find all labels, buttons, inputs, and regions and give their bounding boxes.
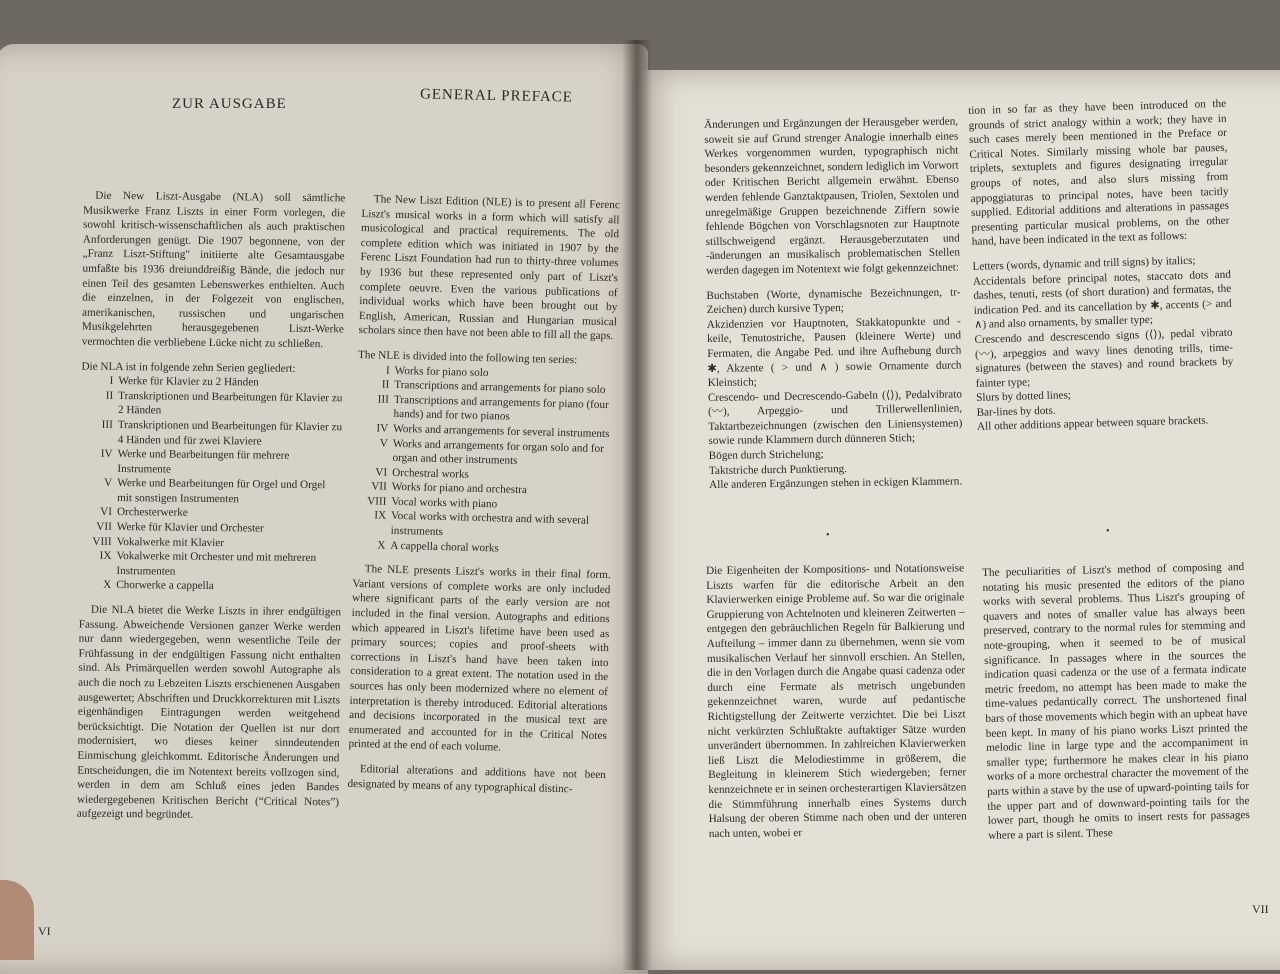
series-number: VIII [367,495,387,508]
de-series-list [79,374,343,596]
series-number: VI [100,506,113,519]
series-title: Vocal works with piano [391,495,498,511]
separator-dot-right: • [1106,526,1110,537]
notation-rule-item: Taktstriche durch Punktierung. [708,462,848,477]
de-series-intro: Die NLA ist in folgende zehn Serien gegliedert: [81,360,296,375]
series-number: IV [100,447,113,461]
en-series-list [353,362,616,558]
series-number: III [101,418,113,431]
series-title: Werke für Klavier zu 2 Händen [118,375,259,389]
right-english-top-column [968,97,1235,445]
series-title: Transkriptionen und Bearbeitungen für Klavier zu 2 Händen [117,389,343,417]
series-title: Orchestral works [392,466,470,481]
series-number: III [377,393,390,406]
notation-rule-item: Bar-lines by dots. [976,404,1056,419]
page-number-left: VI [38,924,51,938]
series-title: Werke für Klavier und Orchester [116,521,264,535]
en-marks-list [972,253,1235,435]
notation-rule-item: All other additions appear between square brackets. [976,414,1209,434]
de-marks-list [706,285,963,493]
series-title: Vokalwerke mit Klavier [116,535,225,549]
de-final-paragraph: Die NLA bietet die Werke Liszts in ihrer endgültigen Fassung. Abweichende Versionen ganzer Werke werden nur dann wiedergegeben, wenn wesentliche Teile der Frühfassung in der endgültigen Fassung nicht enthalten sind. Als Primärquellen werden sowohl Autographe als auch die noch zu Lebzeiten Liszts erschienenen Ausgaben ausgewertet; Abschriften und Druckkorrekturen mit Liszts eigenhändigen Eintragungen werden weitgehend berücksichtigt. Die Notation der Quellen ist nur dort modernisiert, wo dieses keiner sinndeutenden Einmischung gleichkommt. Editorische Änderungen und Entscheidungen, die im Notentext bereits vollzogen sind, werden in dem am Schluß eines jeden Bandes wiedergegebenen Kritischen Bericht (“Critical Notes”) aufgezeigt und begründet. [76,603,342,822]
left-german-column [77,189,346,835]
de-intro-paragraph: Die New Liszt-Ausgabe (NLA) soll sämtliche Musikwerke Franz Liszts in einer Form vorlegen, die sowohl kritisch-wissenschaftlichen als auch praktischen Anforderungen genügt. Die 1907 begonnene, von der „Franz Liszt-Stiftung" initiierte alte Gesamtausgabe umfaßte bis 1936 dreiunddreißig Bände, die jedoch nur einen Teil des gesamten Lebenswerkes enthielten. Auch die einzelnen, in der Folgezeit von englischen, amerikanischen, russischen und ungarischen Musikgelehrten herausgegebenen Liszt-Werke vermochten die verbliebene Lücke nicht zu schließen. [81,189,346,351]
left-english-column [347,192,620,807]
notation-rule-item: Accidentals before principal notes, staccato dots and dashes, tenuti, rests (of short duration) and fermatas, the indication Ped. and its cancellation by ✱, accents (> and ∧) and also ornaments, by smaller type; [972,268,1232,332]
book-gutter [622,40,652,970]
series-item [80,476,342,508]
series-title: Werke und Bearbeitungen für mehrere Instrumente [117,448,290,476]
series-item [81,388,343,420]
page-number-right: VII [1252,902,1269,916]
series-item [79,578,341,595]
notation-rule-item: Alle anderen Ergänzungen stehen in eckigen Klammern. [709,475,963,492]
en-final-paragraph: The NLE presents Liszt's works in their final form. Variant versions of complete works are only included where significant parts of the early version are not included in the final version. Autographs and editions which appeared in Liszt's lifetime have been used as primary sources; copies and proof-sheets with corrections in Liszt's hand have been taken into consideration to a great extent. The notation used in the sources has only been modernized where no element of interpretation is thereby introduced. Editorial alterations and decisions incorporated in the musical text are enumerated and accounted for in the Critical Notes printed at the end of each volume. [348,563,611,754]
series-title: Transcriptions and arrangements for piano (four hands) and for two pianos [393,393,609,423]
series-title: Chorwerke a cappella [116,579,214,593]
series-number: II [105,389,114,402]
series-number: VI [375,466,388,479]
series-title: Works and arrangements for organ solo and for organ and other instruments [392,437,605,467]
series-number: X [103,579,112,592]
series-number: V [379,437,389,450]
separator-dot-left: • [826,530,830,541]
notation-rule-item: Bögen durch Strichelung; [708,448,824,463]
series-number: IX [374,509,387,523]
series-number: VIII [92,535,112,548]
series-item [79,549,341,581]
series-title: Werke und Bearbeitungen für Orgel und Orgel mit sonstigen Instrumenten [117,477,326,506]
series-title: Orchesterwerke [116,506,188,520]
en-intro-paragraph: The New Liszt Edition (NLE) is to present all Ferenc Liszt's musical works in a form which will satisfy all musicological and practical requirements. The old complete edition which was initiated in 1907 by the Ferenc Liszt Foundation had run to thirty-three volumes by 1936 but these represented only part of Liszt's complete oeuvre. Even the various publications of individual works which have been brought out by English, American, Russian and Hungarian musical scholars since then have not been able to fill all the gaps. [358,193,620,343]
series-number: I [109,375,114,388]
notation-rule-item: Akzidenzien vor Hauptnoten, Stakkatopunkte und -keile, Tenutostriche, Pausen (kleinere Werte) und Fermaten, die Angabe Ped. und ihre Aufhebung durch ✱, Akzente ( > und ∧ ) sowie Ornamente durch Kleinstich; [706,315,962,390]
en-series-intro: The NLE is divided into the following ten series: [357,348,578,367]
notation-rule-item: Crescendo and descrescendo signs (⟨⟩), pedal vibrato (〰), arpeggios and wavy lines denoting trills, time-signatures (between the staves) and round brackets by fainter type; [974,326,1234,390]
series-number: VII [96,520,112,534]
de-additions-paragraph: Änderungen und Ergänzungen der Herausgeber werden, soweit sie auf Grund strenger Analogie innerhalb eines Werkes vorgenommen wurden, typographisch nicht besonders gekennzeichnet, sondern lediglich im Vorwort oder Kritischen Bericht allgemein erwähnt. Ebenso werden fehlende Ganztaktpausen, Triolen, Sextolen und unregelmäßige Gruppen bezeichnende Ziffern sowie fehlende Bögchen von Vorschlagsnoten zur Hauptnote stillschweigend ergänzt. Herausgeberzutaten und -änderungen an musikalisch problematischen Stellen werden dagegen im Notentext wie folgt gekennzeichnet: [704,115,960,277]
series-title: A cappella choral works [390,539,499,555]
series-title: Works and arrangements for several instruments [393,422,610,441]
heading-zur-ausgabe: ZUR AUSGABE [172,96,287,112]
series-title: Vocal works with orchestra and with several instruments [390,510,590,539]
de-peculiarities-paragraph: Die Eigenheiten der Kompositions- und Notationsweise Liszts warfen für die editorische Arbeit an den Klavierwerken einige Probleme auf. So war die originale Gruppierung von Achtelnoten und kleineren Zeitwerten – entgegen den gebräuchlichen Regeln für Balkierung und Aufteilung – immer dann zu übernehmen, wenn sie vom musikalischen Verlauf her sinnvoll erschien. An Stellen, die in den Vorlagen durch die Angabe quasi cadenza oder durch eine Fermate als metrisch ungebunden gekennzeichnet waren, wurde auf pedantische Richtigstellung der Zeitwerte verzichtet. Die bei Liszt nicht verkürzten Schlußtakte auftaktiger Sätze wurden unverändert übernommen. In zahlreichen Klavierwerken ließ Liszt die Melodiestimme in größerem, die Begleitung in kleinerem Stich wiedergeben; ferner kennzeichnete er in seinen orchesterartigen Klaviersätzen die Stimmführung innerhalb eines Systems durch Halsung der oberen Stimme nach oben und der unteren nach unten, wobei er [706,562,967,840]
series-title: Works for piano and orchestra [391,481,528,497]
series-number: X [377,539,386,552]
series-title: Transcriptions and arrangements for piano solo [394,378,606,397]
series-number: IX [99,550,112,563]
heading-general-preface: GENERAL PREFACE [419,86,574,106]
notation-rule-item: Slurs by dotted lines; [976,389,1072,405]
notation-rule-item: Buchstaben (Worte, dynamische Bezeichnungen, tr-Zeichen) durch kursive Typen; [706,285,961,317]
series-number: I [385,364,390,377]
notation-rule-item: Crescendo- und Decrescendo-Gabeln (⟨⟩), Pedalvibrato (〰), Arpeggio- und Trillerwellenlinien, Taktartbezeichnungen (zwischen den Liniensystemen) sowie runde Klammern durch dünneren Stich; [707,388,963,448]
series-item [81,418,343,450]
series-title: Transkriptionen und Bearbeitungen für Klavier zu 4 Händen und für zwei Klaviere [117,418,343,448]
en-peculiarities-paragraph: The peculiarities of Liszt's method of composing and notating his music presented the editors of the piano works with several problems. Thus Liszt's grouping of quavers and notes of smaller value has always been preserved, contrary to the normal rules for stemming and note-grouping, when it seemed to be of musical significance. In passages where in the sources the indication quasi cadenza or the use of a fermata indicate metric freedom, no attempt has been made to make the time-values pedantically correct. The unshortened final bars of those movements which begin with an upbeat have been kept. In many of his piano works Liszt printed the melodic line in large type and the accompaniment in smaller type; furthermore he makes clear in his piano works of a more orchestral character the movement of the parts within a stave by the use of upward-pointing tails for the upper part and of downward-pointing tails for the lower part, though he omits to insert rests for passages where a part is silent. These [982,561,1250,842]
series-number: II [381,378,390,391]
series-number: VII [371,480,387,493]
right-english-bottom-column [982,560,1250,853]
series-title: Vokalwerke mit Orchester und mit mehreren Instrumenten [116,550,317,578]
en-continue-paragraph: Editorial alterations and additions have not been designated by means of any typographical distinc- [347,763,606,795]
right-german-bottom-column [706,561,967,851]
series-title: Works for piano solo [394,364,489,379]
series-number: IV [376,422,389,435]
series-item [80,447,342,479]
right-german-top-column [704,114,963,502]
en-additions-paragraph: tion in so far as they have been introduced on the grounds of strict analogy within a work; they have in such cases merely been mentioned in the Preface or Critical Notes. Similarly missing whole bar pauses, triplets, sextuplets and figures designating irregular groups of notes, and also slurs missing from appoggiaturas to principal notes, have been tacitly supplied. Editorial additions and alterations in passages presenting particular musical problems, on the other hand, have been indicated in the text as follows: [968,97,1230,249]
series-number: V [104,477,113,490]
notation-rule-item: Letters (words, dynamic and trill signs) by italics; [972,254,1196,273]
